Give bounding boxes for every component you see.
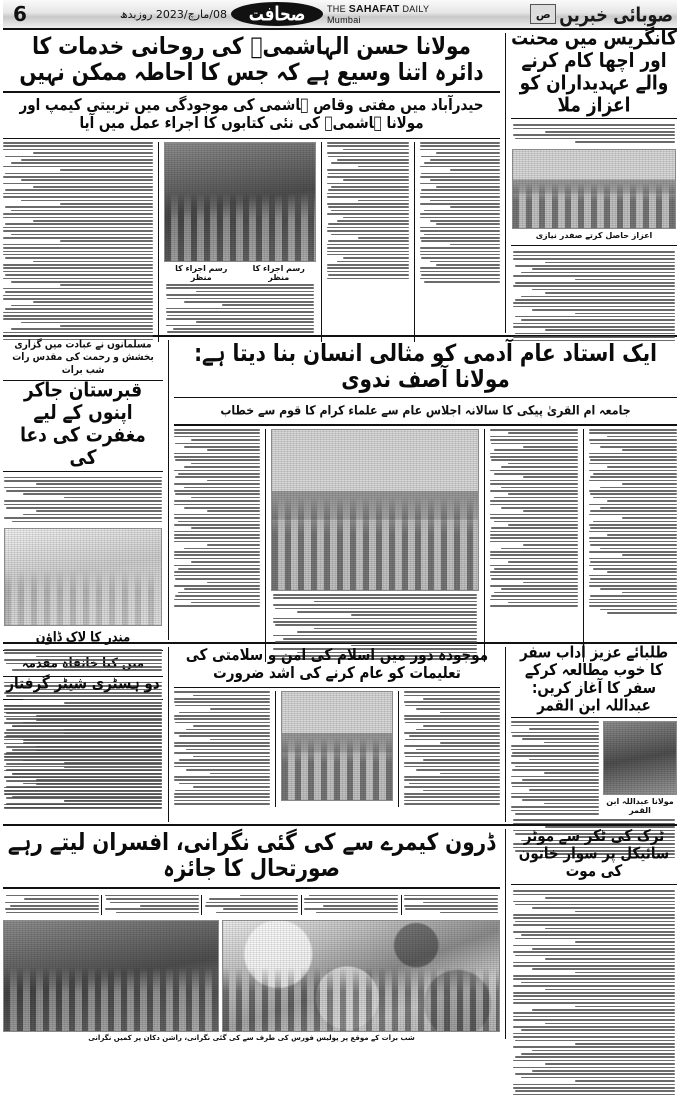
english-nameplate xyxy=(327,3,463,25)
lead-photo-caption-right: رسم اجراء کا منظر xyxy=(175,264,228,282)
logo-wrap xyxy=(227,0,327,28)
truck-accident-headline: ٹرک کی ٹکر سے موٹر سائیکل پر سوار خاتون کی موت xyxy=(518,826,670,882)
lead-col-2 xyxy=(327,142,409,342)
lead-body-1 xyxy=(420,142,500,283)
lead-headline: مولانا حسن الہاشمیؒ کی روحانی خدمات کا دائرہ اتنا وسیع ہے کہ جس کا احاطہ ممکن نہیں xyxy=(19,31,484,87)
right-top-body-1 xyxy=(3,142,153,340)
masthead-right xyxy=(3,0,227,28)
sahafat-logo xyxy=(231,2,323,26)
section-label: صوبائی خبریں xyxy=(559,2,673,26)
congress-award-photo xyxy=(512,149,676,229)
right-top-kicker: مسلمانوں نے عبادت میں گزاری بخشش و رحمت کی مقدس رات شب برات xyxy=(12,339,154,376)
mid-left-headline: ایک استاد عام آدمی کو مثالی انسان بنا دیتا ہے: مولانا آصف ندوی xyxy=(194,338,657,394)
bottom-mid-headline: موجودہ دور میں اسلام کی امن و سلامتی کی تعلیمات کو عام کرنے کی اشد ضرورت xyxy=(185,646,489,683)
lead-col-1 xyxy=(420,142,500,342)
english-name: SAHAFAT xyxy=(348,3,400,15)
mid-left-col-1 xyxy=(589,429,677,662)
sahafat-monogram-icon: ص xyxy=(530,4,556,24)
right-top-story xyxy=(3,142,153,342)
english-prefix: THE xyxy=(327,4,346,14)
left-top-body-2 xyxy=(511,249,677,345)
drone-feature xyxy=(3,827,500,1043)
right-top-body xyxy=(3,475,163,526)
right-subhead-1: مندر کا لاک ڈاؤن xyxy=(35,628,131,646)
bottom-left-body xyxy=(511,721,599,817)
right-column xyxy=(3,339,163,646)
lead-photo-caption-left: رسم اجراء کا منظر xyxy=(252,264,305,282)
officials-group-photo xyxy=(3,920,219,1032)
lead-story xyxy=(3,33,500,333)
mid-left-col-2 xyxy=(490,429,578,662)
bottom-left-photo-caption: مولانا عبداللہ ابن القمر xyxy=(606,797,674,816)
graveyard-prayer-photo xyxy=(4,528,162,626)
mid-left-subheadline: جامعہ ام القریٰ پیکی کا سالانہ اجلاس عام سے علماء کرام کا قوم سے خطاب xyxy=(220,402,631,418)
bottom-right-story xyxy=(3,647,163,822)
logo-text: صحافت xyxy=(248,2,306,26)
mid-left-story xyxy=(174,340,677,640)
english-suffix: DAILY Mumbai xyxy=(327,4,430,25)
left-top-photo-caption: اعزاز حاصل کرتے صفدر نیازی xyxy=(535,231,653,241)
lead-subheadline: حیدرآباد میں مفتی وقاص ہاشمی کی موجودگی میں تربیتی کیمپ اور مولانا ہاشمیؒ کی نئی کتابوں کا اجراء عمل میں آیا xyxy=(19,95,484,133)
bottom-mid-story xyxy=(174,647,500,822)
lead-body-3 xyxy=(164,284,316,333)
bottom-left-story xyxy=(511,643,677,822)
islamic-conference-photo xyxy=(281,691,393,801)
drone-headline: ڈرون کیمرے سے کی گئی نگرانی، افسران لیتے رہے صورتحال کا جائزہ xyxy=(7,827,496,883)
right-subhead-3: دو ہسٹری شیٹر گرفتار xyxy=(6,674,160,693)
mid-left-col-4 xyxy=(174,429,260,662)
truck-accident-story xyxy=(511,826,677,1039)
left-top-body xyxy=(511,122,677,147)
annual-gathering-photo xyxy=(271,429,479,591)
mid-left-photo-col xyxy=(271,429,479,662)
masthead-center xyxy=(327,0,463,28)
training-camp-photo xyxy=(164,142,316,262)
drone-photo-caption: شب برات کے موقع پر پولیس فورس کی طرف سے کی گئی نگرانی، راشن دکان پر کمیں نگرانی xyxy=(88,1034,415,1043)
scholar-portrait-photo xyxy=(603,721,677,795)
masthead-left xyxy=(463,0,677,28)
left-top-story xyxy=(511,26,677,333)
lead-photo-block xyxy=(164,142,316,342)
page-number: 6 xyxy=(13,2,27,26)
bottom-left-headline: طلبائے عزیز آداب سفر کا خوب مطالعہ کرکے سفر کا آغاز کریں: عبداللہ ابن القمر xyxy=(519,643,669,716)
right-top-headline: قبرستان جاکر اپنوں کے لیے مغفرت کی دعا کی xyxy=(20,379,146,471)
lead-body-2 xyxy=(327,142,409,279)
issue-date: 08/مارچ/2023 روزبدھ xyxy=(119,7,227,21)
police-patrol-photo xyxy=(222,920,500,1032)
left-top-headline: کانگریس میں محنت اور اچھا کام کرنے والے عہدیداران کو اعزاز ملا xyxy=(511,26,677,118)
